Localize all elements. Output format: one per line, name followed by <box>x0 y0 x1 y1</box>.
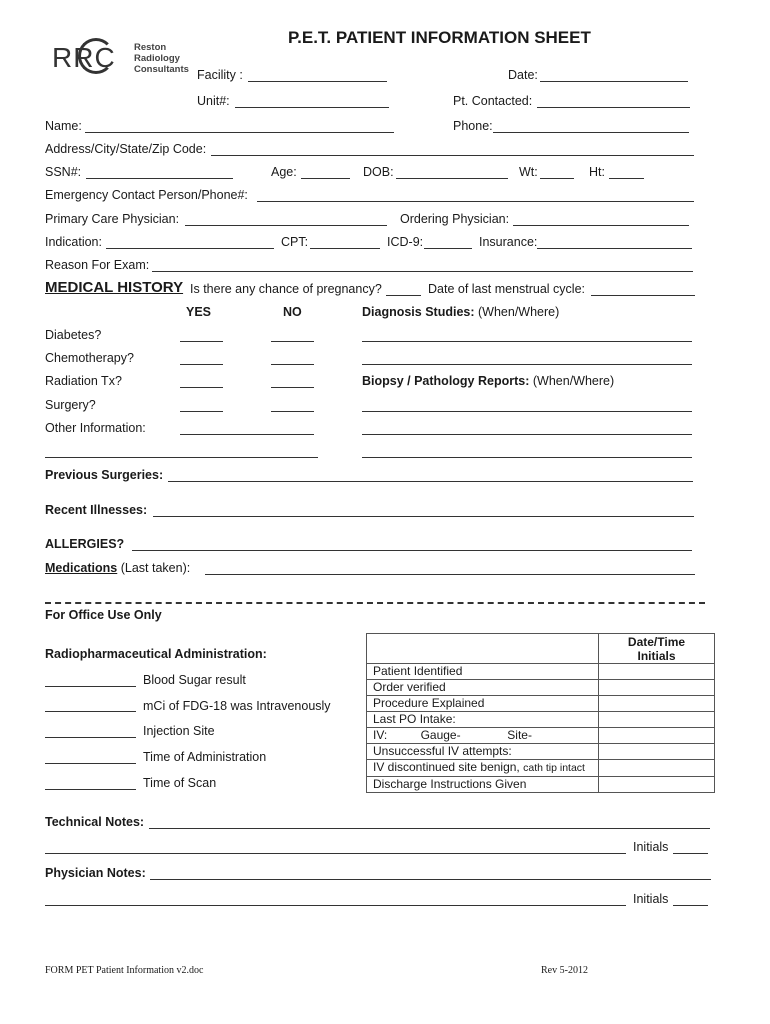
table-header-datetime-line1: Date/Time <box>627 634 686 649</box>
injection-site-label: Injection Site <box>143 724 215 738</box>
other-information-line-2[interactable] <box>45 457 318 458</box>
technical-notes-line-2[interactable] <box>45 853 626 854</box>
yes-column-header: YES <box>186 305 212 319</box>
radiation-label: Radiation Tx? <box>45 374 122 388</box>
unit-label: Unit#: <box>197 94 230 108</box>
menstrual-field[interactable] <box>591 295 695 296</box>
no-column-header: NO <box>283 305 302 319</box>
iv-discontinued-text: IV discontinued site benign, <box>373 760 520 774</box>
last-po-intake-initials[interactable] <box>599 712 715 728</box>
medications-note: (Last taken): <box>120 561 191 575</box>
cpt-label: CPT: <box>281 235 309 249</box>
discharge-instructions-initials[interactable] <box>599 777 715 793</box>
table-row <box>367 712 715 728</box>
pregnancy-label: Is there any chance of pregnancy? <box>190 282 382 296</box>
procedure-explained-cell: Procedure Explained <box>367 696 599 712</box>
iv-discontinued-cell <box>367 760 599 777</box>
order-verified-initials[interactable] <box>599 680 715 696</box>
unsuccessful-iv-cell: Unsuccessful IV attempts: <box>367 744 599 760</box>
table-header-datetime <box>599 634 715 664</box>
insurance-label: Insurance: <box>479 235 538 249</box>
previous-surgeries-field[interactable] <box>168 481 693 482</box>
physician-notes-line-2[interactable] <box>45 905 626 906</box>
emergency-label: Emergency Contact Person/Phone#: <box>45 188 248 202</box>
diagnosis-studies-title: Diagnosis Studies: <box>362 305 475 319</box>
time-administration-label: Time of Administration <box>143 750 267 764</box>
other-information-field[interactable] <box>180 434 314 435</box>
emergency-field[interactable] <box>257 201 694 202</box>
name-label: Name: <box>45 119 82 133</box>
table-row <box>367 744 715 760</box>
ssn-field[interactable] <box>86 178 233 179</box>
table-header-row <box>367 634 715 664</box>
menstrual-label: Date of last menstrual cycle: <box>428 282 586 296</box>
mci-fdg-label: mCi of FDG-18 was Intravenously <box>143 699 331 713</box>
diagnosis-line-2[interactable] <box>362 364 692 365</box>
diabetes-label: Diabetes? <box>45 328 102 342</box>
patient-identified-initials[interactable] <box>599 664 715 680</box>
wt-field[interactable] <box>540 178 574 179</box>
technical-notes-field[interactable] <box>149 828 710 829</box>
technical-initials-label: Initials <box>633 840 669 854</box>
dob-label: DOB: <box>363 165 394 179</box>
date-field[interactable] <box>540 81 688 82</box>
icd9-label: ICD-9: <box>387 235 424 249</box>
diabetes-yes-field[interactable] <box>180 341 223 342</box>
table-header-blank <box>367 634 599 664</box>
medications-label <box>45 561 190 575</box>
indication-label: Indication: <box>45 235 102 249</box>
cpt-field[interactable] <box>310 248 380 249</box>
physician-notes-field[interactable] <box>150 879 711 880</box>
radiopharmaceutical-heading: Radiopharmaceutical Administration: <box>45 647 267 661</box>
phone-field[interactable] <box>493 132 689 133</box>
blood-sugar-label: Blood Sugar result <box>143 673 246 687</box>
surgery-yes-field[interactable] <box>180 411 223 412</box>
diabetes-no-field[interactable] <box>271 341 314 342</box>
physician-initials-field[interactable] <box>673 905 708 906</box>
wt-label: Wt: <box>519 165 538 179</box>
table-row <box>367 728 715 744</box>
table-header-datetime-line2: Initials <box>637 648 676 663</box>
blood-sugar-field[interactable] <box>45 686 136 687</box>
pt-contacted-label: Pt. Contacted: <box>453 94 533 108</box>
technical-notes-label: Technical Notes: <box>45 815 145 829</box>
surgery-label: Surgery? <box>45 398 96 412</box>
logo-ring-icon <box>78 38 114 74</box>
pt-contacted-field[interactable] <box>537 107 690 108</box>
office-use-separator <box>45 602 705 604</box>
chemotherapy-yes-field[interactable] <box>180 364 223 365</box>
ssn-label: SSN#: <box>45 165 82 179</box>
logo-initials: RRC <box>52 42 116 73</box>
mci-fdg-field[interactable] <box>45 711 136 712</box>
logo-line1: Reston <box>134 42 167 53</box>
medications-title: Medications <box>45 561 118 575</box>
iv-gauge-site-initials[interactable] <box>599 728 715 744</box>
other-information-label: Other Information: <box>45 421 146 435</box>
biopsy-title: Biopsy / Pathology Reports: <box>362 374 530 388</box>
last-po-intake-cell: Last PO Intake: <box>367 712 599 728</box>
medical-history-heading: MEDICAL HISTORY <box>45 279 184 296</box>
primary-care-field[interactable] <box>185 225 387 226</box>
table-row <box>367 760 715 777</box>
dob-field[interactable] <box>396 178 508 179</box>
injection-site-field[interactable] <box>45 737 136 738</box>
unit-field[interactable] <box>235 107 389 108</box>
logo-line2: Radiology <box>134 53 180 64</box>
phone-label: Phone: <box>453 119 493 133</box>
icd9-field[interactable] <box>424 248 472 249</box>
surgery-no-field[interactable] <box>271 411 314 412</box>
physician-initials-label: Initials <box>633 892 669 906</box>
recent-illnesses-field[interactable] <box>153 516 694 517</box>
table-row <box>367 664 715 680</box>
reason-field[interactable] <box>152 271 693 272</box>
patient-identified-cell: Patient Identified <box>367 664 599 680</box>
diagnosis-line-1[interactable] <box>362 341 692 342</box>
name-field[interactable] <box>85 132 394 133</box>
chemotherapy-label: Chemotherapy? <box>45 351 134 365</box>
diagnosis-studies-label <box>362 305 559 319</box>
time-administration-field[interactable] <box>45 763 136 764</box>
procedure-explained-initials[interactable] <box>599 696 715 712</box>
previous-surgeries-label: Previous Surgeries: <box>45 468 164 482</box>
office-checklist-table <box>366 633 715 793</box>
office-use-heading: For Office Use Only <box>45 608 162 622</box>
ordering-field[interactable] <box>513 225 689 226</box>
medications-field[interactable] <box>205 574 695 575</box>
allergies-label: ALLERGIES? <box>45 537 125 551</box>
age-field[interactable] <box>301 178 350 179</box>
time-scan-label: Time of Scan <box>143 776 217 790</box>
address-label: Address/City/State/Zip Code: <box>45 142 207 156</box>
primary-care-label: Primary Care Physician: <box>45 212 180 226</box>
iv-discontinued-initials[interactable] <box>599 760 715 777</box>
pregnancy-field[interactable] <box>386 295 421 296</box>
time-scan-field[interactable] <box>45 789 136 790</box>
address-field[interactable] <box>211 155 694 156</box>
biopsy-line-1[interactable] <box>362 411 692 412</box>
table-row <box>367 777 715 793</box>
discharge-instructions-cell: Discharge Instructions Given <box>367 777 599 793</box>
technical-initials-field[interactable] <box>673 853 708 854</box>
radiation-yes-field[interactable] <box>180 387 223 388</box>
iv-gauge-site-cell: IV: Gauge- Site- <box>367 728 599 744</box>
age-label: Age: <box>271 165 297 179</box>
page-title: P.E.T. PATIENT INFORMATION SHEET <box>288 28 591 47</box>
facility-label: Facility : <box>197 68 243 82</box>
order-verified-cell: Order verified <box>367 680 599 696</box>
recent-illnesses-label: Recent Illnesses: <box>45 503 148 517</box>
reason-label: Reason For Exam: <box>45 258 150 272</box>
footer-revision: Rev 5-2012 <box>541 965 588 976</box>
table-row <box>367 680 715 696</box>
radiation-no-field[interactable] <box>271 387 314 388</box>
diagnosis-studies-note: (When/Where) <box>478 305 560 319</box>
facility-field[interactable] <box>248 81 387 82</box>
footer-form-name: FORM PET Patient Information v2.doc <box>45 965 204 976</box>
unsuccessful-iv-initials[interactable] <box>599 744 715 760</box>
ht-label: Ht: <box>589 165 605 179</box>
physician-notes-label: Physician Notes: <box>45 866 146 880</box>
date-label: Date: <box>508 68 538 82</box>
biopsy-line-3[interactable] <box>362 457 692 458</box>
indication-field[interactable] <box>106 248 274 249</box>
biopsy-note: (When/Where) <box>532 374 615 388</box>
ht-field[interactable] <box>609 178 644 179</box>
biopsy-line-2[interactable] <box>362 434 692 435</box>
chemotherapy-no-field[interactable] <box>271 364 314 365</box>
biopsy-label <box>362 374 614 388</box>
ordering-label: Ordering Physician: <box>400 212 510 226</box>
logo-line3: Consultants <box>134 64 189 75</box>
table-row <box>367 696 715 712</box>
iv-discontinued-suffix: cath tip intact <box>523 762 585 774</box>
allergies-field[interactable] <box>132 550 692 551</box>
insurance-field[interactable] <box>537 248 692 249</box>
